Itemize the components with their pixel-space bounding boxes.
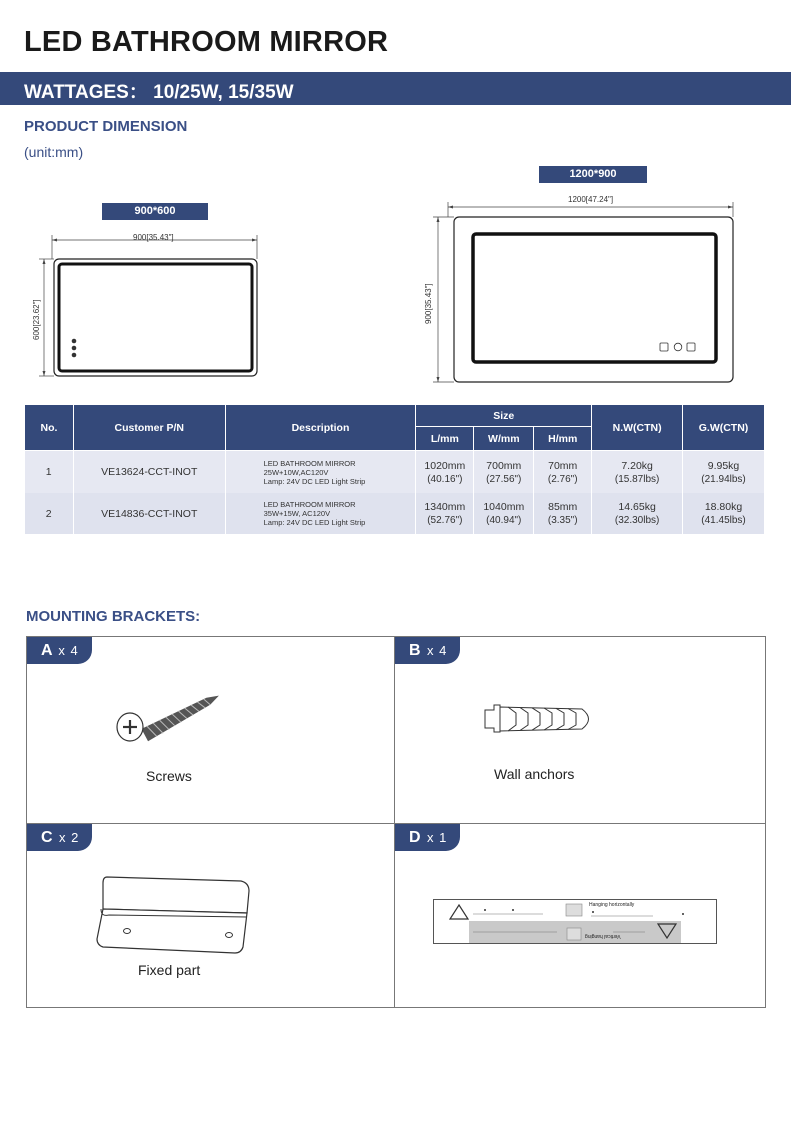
wattages-banner	[0, 72, 791, 105]
cell-desc	[225, 451, 416, 494]
header-desc: Description	[225, 405, 416, 451]
fixed-part-icon	[93, 873, 255, 955]
wall-anchor-icon	[482, 701, 600, 737]
desc-line: 35W+15W, AC120V	[263, 509, 331, 518]
caption-wall-anchors: Wall anchors	[494, 766, 575, 782]
header-size: Size	[416, 405, 592, 427]
spec-table	[24, 404, 765, 534]
caption-screws: Screws	[146, 768, 192, 784]
large-mirror-drawing	[428, 195, 740, 387]
page-title: LED BATHROOM MIRROR	[24, 26, 389, 58]
label-horizontal-text: Hanging horizontally	[589, 902, 635, 908]
hanging-label-icon	[433, 899, 718, 945]
screw-icon	[113, 685, 233, 755]
label-vertical-text: Vertical hanging	[585, 933, 621, 939]
large-width-dimension: 1200[47.24"]	[568, 195, 614, 204]
header-no: No.	[25, 405, 74, 451]
header-w: W/mm	[474, 427, 534, 451]
cell-h: 70mm (2.76")	[534, 451, 592, 494]
small-size-label: 900*600	[102, 203, 208, 220]
mounting-brackets-heading: MOUNTING BRACKETS:	[26, 608, 201, 625]
small-height-dimension: 600[23.62"]	[32, 299, 41, 340]
cell-h: 85mm (3.35")	[534, 493, 592, 534]
large-size-label: 1200*900	[539, 166, 647, 183]
cell-nw: 7.20kg (15.87lbs)	[592, 451, 683, 494]
small-width-dimension: 900[35.43"]	[133, 233, 174, 242]
cell-l: 1340mm (52.76")	[416, 493, 474, 534]
header-nw: N.W(CTN)	[592, 405, 683, 451]
large-height-dimension: 900[35.43"]	[424, 283, 433, 324]
header-pn: Customer P/N	[73, 405, 225, 451]
cell-no: 2	[25, 493, 74, 534]
caption-fixed-part: Fixed part	[138, 962, 201, 978]
header-l: L/mm	[416, 427, 474, 451]
product-dimension-heading: PRODUCT DIMENSION	[24, 118, 188, 135]
desc-line: LED BATHROOM MIRROR	[263, 458, 356, 468]
cell-w: 700mm (27.56")	[474, 451, 534, 494]
cell-pn: VE13624-CCT-INOT	[73, 451, 225, 494]
cell-desc	[225, 493, 416, 534]
desc-line: Lamp: 24V DC LED Light Strip	[263, 476, 366, 486]
mounting-grid	[26, 636, 766, 1008]
small-mirror-drawing	[30, 228, 270, 383]
cell-gw: 18.80kg (41.45lbs)	[683, 493, 765, 534]
tab-a: A x 4	[27, 637, 92, 664]
tab-d: D x 1	[395, 824, 460, 851]
cell-gw: 9.95kg (21.94lbs)	[683, 451, 765, 494]
wattages-text: WATTAGES： 10/25W, 15/35W	[24, 82, 294, 103]
desc-line: 25W+10W,AC120V	[263, 467, 329, 477]
header-h: H/mm	[534, 427, 592, 451]
tab-b: B x 4	[395, 637, 460, 664]
desc-line: LED BATHROOM MIRROR	[263, 500, 356, 509]
header-gw: G.W(CTN)	[683, 405, 765, 451]
table-row	[25, 493, 765, 534]
unit-note: (unit:mm)	[24, 144, 84, 160]
cell-w: 1040mm (40.94")	[474, 493, 534, 534]
cell-l: 1020mm (40.16")	[416, 451, 474, 494]
cell-pn: VE14836-CCT-INOT	[73, 493, 225, 534]
cell-nw: 14.65kg (32.30lbs)	[592, 493, 683, 534]
table-row	[25, 451, 765, 494]
cell-no: 1	[25, 451, 74, 494]
desc-line: Lamp: 24V DC LED Light Strip	[263, 518, 366, 527]
tab-c: C x 2	[27, 824, 92, 851]
